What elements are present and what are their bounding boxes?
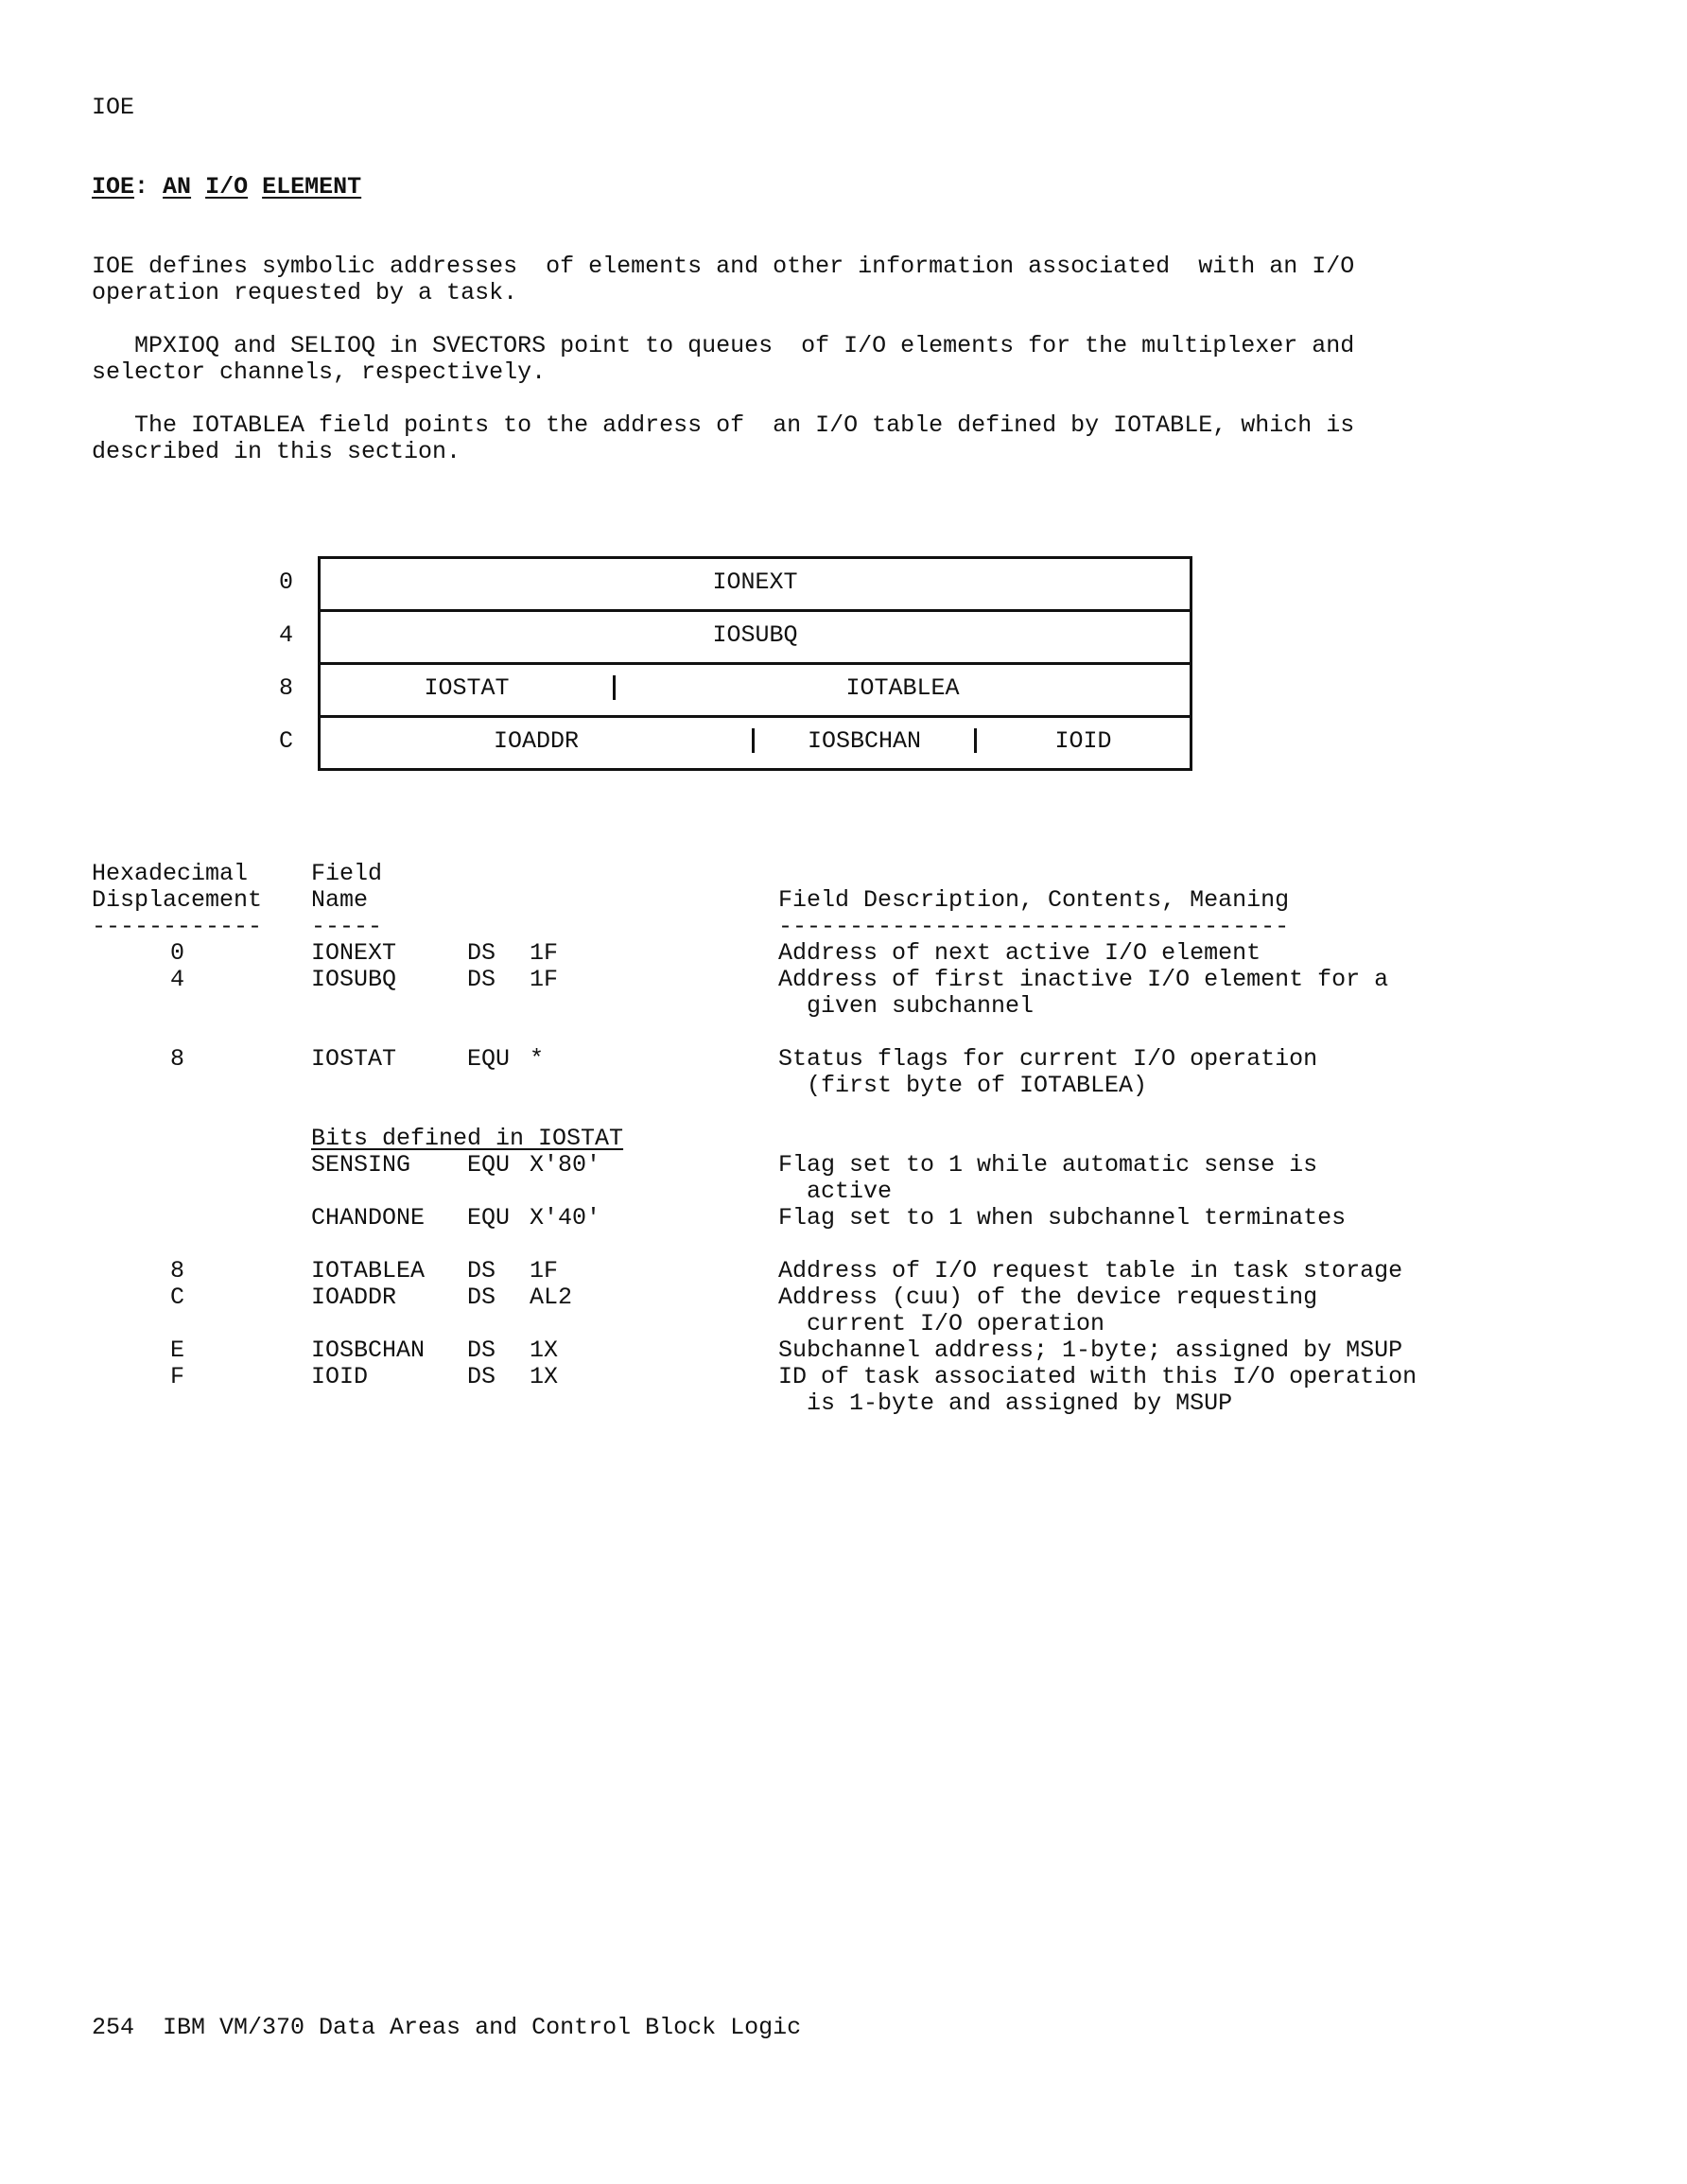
row-displacement: E [170,1337,185,1364]
row-description: Subchannel address; 1-byte; assigned by MSUP [778,1337,1403,1364]
title-word-3: ELEMENT [262,173,362,201]
intro-p2-line1: MPXIOQ and SELIOQ in SVECTORS point to queues of I/O elements for the multiplexer and [92,332,1355,359]
diagram-cell-ioid: IOID [1054,727,1112,755]
row-length: 1F [530,966,559,993]
row-type: DS [467,1284,496,1311]
row-displacement: 8 [170,1045,185,1073]
row-description: Address of first inactive I/O element for a [778,966,1389,993]
diagram-offset: 0 [279,568,294,596]
intro-p3-line2: described in this section. [92,438,461,465]
diagram-cell-ionext: IONEXT [712,568,798,596]
row-field-name: IONEXT [311,939,397,967]
row-displacement: 4 [170,966,185,993]
diagram-cell-iosubq: IOSUBQ [712,621,798,649]
row-length: 1F [530,939,559,967]
row-field-name: IOSBCHAN [311,1337,426,1364]
diagram-cell-iosbchan: IOSBCHAN [807,727,922,755]
row-field-name: IOADDR [311,1284,397,1311]
row-field-name: IOSUBQ [311,966,397,993]
row-type: DS [467,1257,496,1284]
header-displacement: Displacement [92,886,263,914]
row-displacement: F [170,1363,185,1390]
row-description: Flag set to 1 when subchannel terminates [778,1204,1347,1232]
row-description: is 1-byte and assigned by MSUP [778,1389,1233,1417]
section-title [92,174,361,201]
diagram-border-right [1190,556,1192,771]
row-type: EQU [467,1151,511,1179]
row-length: AL2 [530,1284,573,1311]
row-length: 1X [530,1363,559,1390]
row-description: (first byte of IOTABLEA) [778,1072,1148,1099]
diagram-border-top [318,556,1192,559]
diagram-row-divider [318,662,1192,665]
row-type: DS [467,1363,496,1390]
diagram-offset: 8 [279,674,294,702]
diagram-offset: 4 [279,621,294,649]
row-field-name: IOSTAT [311,1045,397,1073]
diagram-cell-ioaddr: IOADDR [493,727,579,755]
diagram-border-bottom [318,768,1192,771]
row-displacement: 8 [170,1257,185,1284]
row-description: active [778,1178,893,1205]
row-description: Address of next active I/O element [778,939,1261,967]
row-description: Status flags for current I/O operation [778,1045,1318,1073]
row-displacement: 0 [170,939,185,967]
row-description: Address (cuu) of the device requesting [778,1284,1318,1311]
row-type: EQU [467,1204,511,1232]
row-description: current I/O operation [778,1310,1105,1337]
title-prefix: IOE [92,173,135,201]
row-field-name: CHANDONE [311,1204,426,1232]
row-length: * [530,1045,545,1073]
header-field-name: Field [311,860,383,887]
page-footer: 254 IBM VM/370 Data Areas and Control Block Logic [92,2014,802,2041]
title-word-2: I/O [205,173,249,201]
header-rule: ----- [311,913,383,940]
row-type: EQU [467,1045,511,1073]
diagram-cell-iostat: IOSTAT [424,674,510,702]
row-type: DS [467,939,496,967]
title-colon: : [134,173,149,201]
row-type: DS [467,966,496,993]
title-word-1: AN [163,173,192,201]
header-field-name: Name [311,886,369,914]
row-description: ID of task associated with this I/O operation [778,1363,1417,1390]
row-field-name: IOID [311,1363,369,1390]
diagram-row-divider [318,609,1192,612]
row-length: X'80' [530,1151,601,1179]
header-rule: ------------------------------------ [778,913,1290,940]
row-length: 1X [530,1337,559,1364]
diagram-row-divider [318,715,1192,718]
row-field-name: IOTABLEA [311,1257,426,1284]
intro-p1-line1: IOE defines symbolic addresses of elements and other information associated with an I/O [92,253,1355,280]
intro-p1-line2: operation requested by a task. [92,279,518,306]
row-description: Address of I/O request table in task storage [778,1257,1403,1284]
row-length: 1F [530,1257,559,1284]
row-description: Flag set to 1 while automatic sense is [778,1151,1318,1179]
intro-p2-line2: selector channels, respectively. [92,358,547,386]
header-description: Field Description, Contents, Meaning [778,886,1290,914]
diagram-cell-iotablea: IOTABLEA [845,674,960,702]
running-head: IOE [92,94,135,121]
intro-p3-line1: The IOTABLEA field points to the address of an I/O table defined by IOTABLE, which is [92,411,1355,439]
row-length: X'40' [530,1204,601,1232]
row-description: given subchannel [778,992,1035,1020]
header-rule: ------------ [92,913,263,940]
row-displacement: C [170,1284,185,1311]
row-type: DS [467,1337,496,1364]
diagram-offset: C [279,727,294,755]
header-displacement: Hexadecimal [92,860,249,887]
bits-heading: Bits defined in IOSTAT [311,1125,624,1152]
row-field-name: SENSING [311,1151,411,1179]
